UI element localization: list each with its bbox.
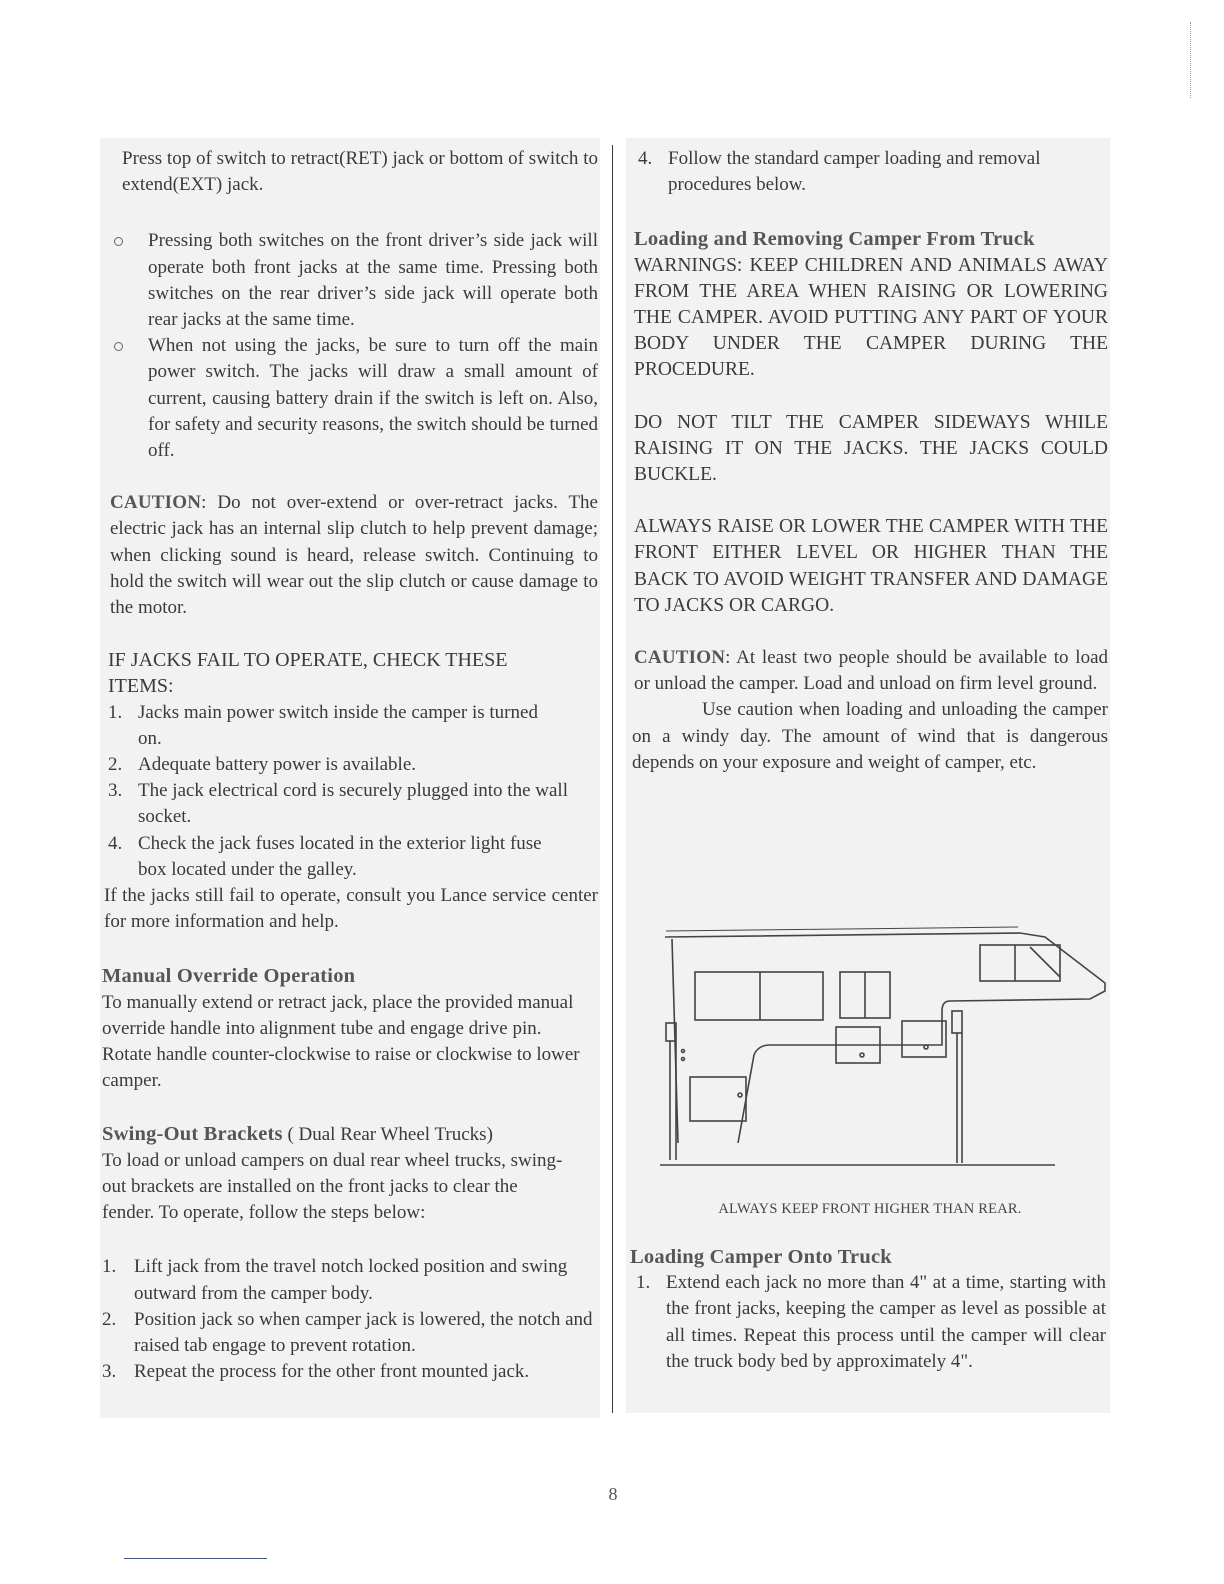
switch-instructions: Press top of switch to retract(RET) jack or bottom of switch to extend(EXT) jack.: [122, 148, 598, 196]
caution-text: : Do not over-extend or over-retract jacks. The electric jack has an internal slip clutch to help prevent damage; when clicking sound is heard, release switch. Continuing to hold the switch will wear out the slip clutch or cause damage to the motor.: [110, 492, 598, 619]
list-item: Pressing both switches on the front driver’s side jack will operate both front jacks at the same time. Pressing both switches on the rear driver’s side jack will operate both rear jacks at the same time.: [100, 228, 598, 333]
window-reflection: [1030, 947, 1060, 977]
list-item: 4. Follow the standard camper loading and removal procedures below.: [638, 148, 1041, 196]
scan-edge-mark: [1190, 22, 1192, 98]
swing-text: To load or unload campers on dual rear wheel trucks, swing-out brackets are installed on the front jacks to clear the fender. To operate, follow the steps below:: [102, 1149, 563, 1224]
list-item: 1. Lift jack from the travel notch locked position and swing outward from the camper body.: [102, 1256, 568, 1304]
swing-heading: Swing-Out Brackets: [102, 1122, 283, 1145]
list-item: 3. The jack electrical cord is securely plugged into the wall socket.: [108, 780, 568, 828]
roof-line: [666, 927, 1018, 931]
check-heading: IF JACKS FAIL TO OPERATE, CHECK THESE ITEMS:: [108, 649, 508, 698]
onto-heading: Loading Camper Onto Truck: [630, 1246, 892, 1268]
jack-bolt: [682, 1058, 685, 1061]
footer-rule: [124, 1558, 267, 1559]
hatch-latch: [924, 1045, 928, 1049]
override-text: To manually extend or retract jack, place the provided manual override handle into alignment tube and engage drive pin. Rotate handle counter-clockwise to raise or clockwise to lower camper.: [102, 991, 580, 1092]
list-item: 3. Repeat the process for the other front mounted jack.: [102, 1361, 530, 1383]
hatch-latch: [860, 1053, 864, 1057]
wind-paragraph: Use caution when loading and unloading the camper on a windy day. The amount of wind that is dangerous depends on your exposure and weight of camper, etc.: [632, 699, 1108, 773]
lower-compartment-door: [690, 1077, 746, 1121]
camper-diagram: [650, 915, 1110, 1175]
swing-subheading: ( Dual Rear Wheel Trucks): [282, 1123, 493, 1145]
swing-steps-list: [100, 1254, 598, 1385]
caution-label-right: CAUTION: [634, 647, 726, 669]
cabover-window: [980, 945, 1060, 981]
hatch-door: [902, 1021, 946, 1057]
figure-caption: ALWAYS KEEP FRONT HIGHER THAN REAR.: [718, 1201, 1022, 1217]
loading-heading: Loading and Removing Camper From Truck: [634, 228, 1035, 251]
list-item: When not using the jacks, be sure to turn off the main power switch. The jacks will draw a small amount of current, causing battery drain if the switch is left on. Also, for safety and security reasons, the switch should be turned off.: [100, 333, 598, 464]
camper-body-outline: [665, 933, 1105, 1143]
compartment-latch: [738, 1093, 742, 1097]
list-item: 2. Adequate battery power is available.: [108, 754, 417, 776]
caution-paragraph-right: [628, 645, 1108, 697]
override-heading: Manual Override Operation: [102, 965, 356, 988]
column-divider: [612, 145, 613, 1413]
rear-jack-housing: [952, 1011, 962, 1033]
raise-warning: ALWAYS RAISE OR LOWER THE CAMPER WITH THE FRONT EITHER LEVEL OR HIGHER THAN THE BACK TO AVOID WEIGHT TRANSFER AND DAMAGE TO JACKS OR CARGO.: [634, 516, 1108, 616]
warnings-paragraph: WARNINGS: KEEP CHILDREN AND ANIMALS AWAY FROM THE AREA WHEN RAISING OR LOWERING THE CAMPER. AVOID PUTTING ANY PART OF YOUR BODY UNDER THE CAMPER DURING THE PROCEDURE.: [634, 254, 1108, 381]
list-item: 2. Position jack so when camper jack is lowered, the notch and raised tab engage to prevent rotation.: [102, 1308, 593, 1356]
list-item: 1. Jacks main power switch inside the camper is turned on.: [108, 701, 538, 749]
list-item: 4. Check the jack fuses located in the exterior light fuse box located under the galley.: [108, 832, 542, 880]
swing-heading-line: [100, 1121, 598, 1148]
step4-list: [628, 146, 1096, 198]
bullet-icon: [114, 237, 123, 246]
caution-paragraph: [100, 490, 598, 621]
onto-steps-list: [628, 1270, 1108, 1375]
tilt-warning: DO NOT TILT THE CAMPER SIDEWAYS WHILE RAISING IT ON THE JACKS. THE JACKS COULD BUCKLE.: [634, 411, 1108, 486]
check-footer: If the jacks still fail to operate, consult you Lance service center for more information and help.: [104, 885, 598, 933]
loading-onto-truck-section: [628, 1244, 1108, 1375]
jack-notes-list: [100, 228, 598, 464]
page-number: 8: [608, 1484, 618, 1504]
caution-text-right: : At least two people should be available to load or unload the camper. Load and unload on firm level ground.: [634, 647, 1108, 695]
check-list: [100, 700, 598, 883]
bullet-icon: [114, 342, 123, 351]
right-column: [628, 140, 1108, 776]
side-window-large: [695, 972, 823, 1020]
list-item: 1. Extend each jack no more than 4" at a time, starting with the front jacks, keeping the camper as level as possible at all times. Repeat this process until the camper will clear the truck body bed by approximately 4".: [636, 1272, 1106, 1372]
jack-bolt: [682, 1050, 685, 1053]
left-column: [100, 140, 598, 1385]
caution-label: CAUTION: [110, 492, 202, 514]
